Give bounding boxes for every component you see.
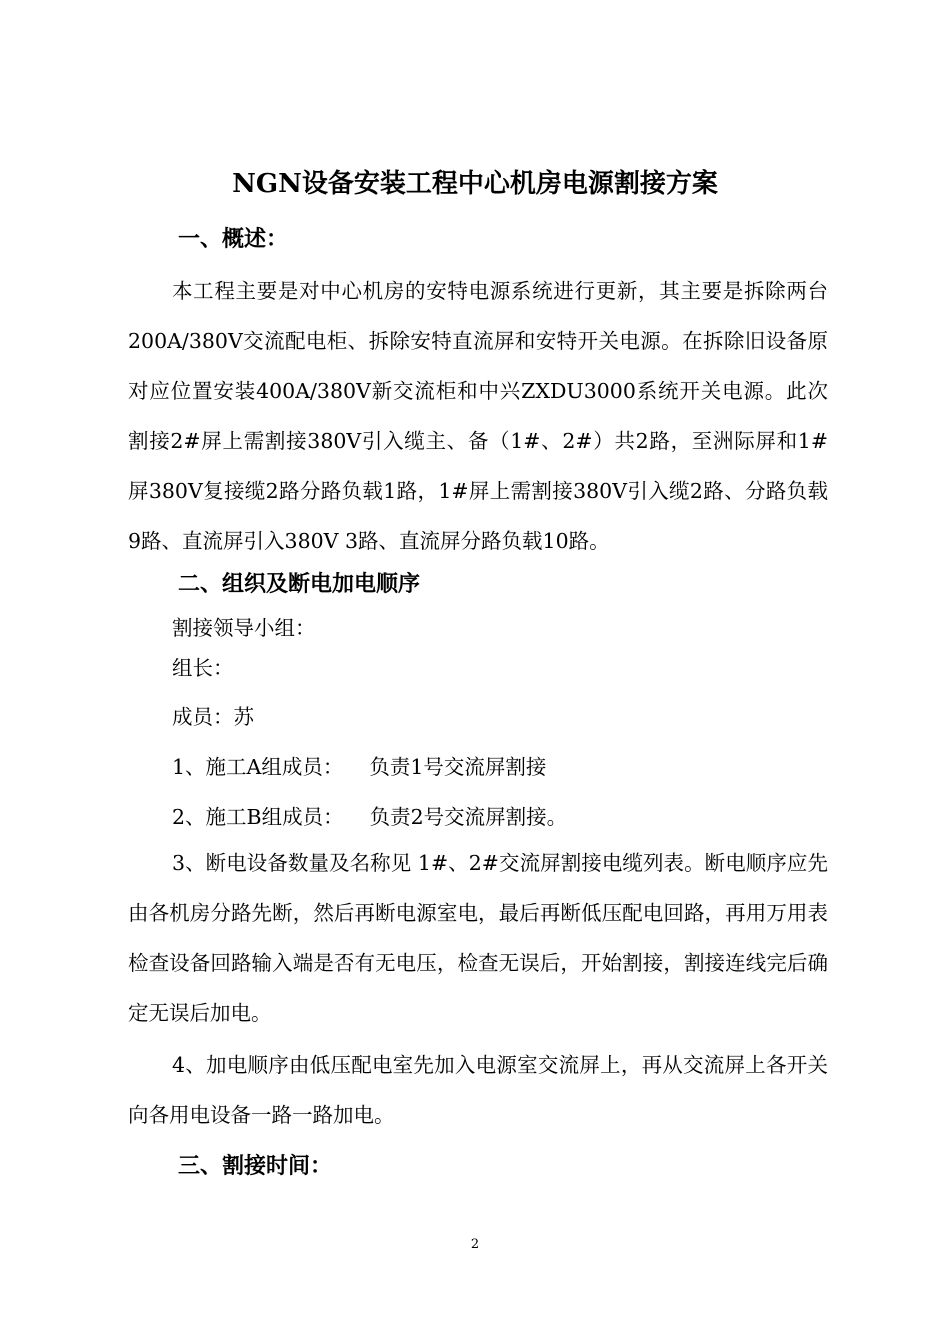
page-number: 2 bbox=[470, 1237, 480, 1252]
team-a-line bbox=[172, 750, 546, 784]
members-line: 成员：苏 bbox=[172, 705, 254, 729]
team-a-label: 1、施工A组成员： bbox=[172, 755, 344, 779]
power-on-order-paragraph: 4、加电顺序由低压配电室先加入电源室交流屏上，再从交流屏上各开关向各用电设备一路一路加电。 bbox=[128, 1053, 828, 1127]
leader-line: 组长： bbox=[172, 656, 234, 680]
power-off-order-paragraph: 3、断电设备数量及名称见 1#、2#交流屏割接电缆列表。断电顺序应先由各机房分路先断，然后再断电源室电，最后再断低压配电回路，再用万用表检查设备回路输入端是否有无电压，检查无误后，开始割接，割接连线完后确定无误后加电。 bbox=[128, 851, 828, 1025]
team-a-duty: 负责1号交流屏割接 bbox=[369, 755, 547, 779]
document-title: NGN设备安装工程中心机房电源割接方案 bbox=[232, 169, 718, 199]
section-heading-overview: 一、概述： bbox=[178, 226, 289, 252]
section-heading-cutover-time: 三、割接时间： bbox=[178, 1153, 333, 1179]
overview-paragraph: 本工程主要是对中心机房的安特电源系统进行更新，其主要是拆除两台200A/380V交流配电柜、拆除安特直流屏和安特开关电源。在拆除旧设备原对应位置安装400A/380V新交流柜和中兴ZXDU3000系统开关电源。此次割接2#屏上需割接380V引入缆主、备（1#、2#）共2路，至洲际屏和1#屏380V复接缆2路分路负载1路，1#屏上需割接380V引入缆2路、分路负载9路、直流屏引入380V 3路、直流屏分路负载10路。 bbox=[128, 279, 828, 553]
team-b-duty: 负责2号交流屏割接。 bbox=[369, 805, 568, 829]
team-b-line bbox=[172, 800, 567, 834]
team-b-label: 2、施工B组成员： bbox=[172, 805, 344, 829]
leadership-group-label: 割接领导小组： bbox=[172, 616, 316, 640]
section-heading-organization: 二、组织及断电加电顺序 bbox=[178, 571, 421, 597]
